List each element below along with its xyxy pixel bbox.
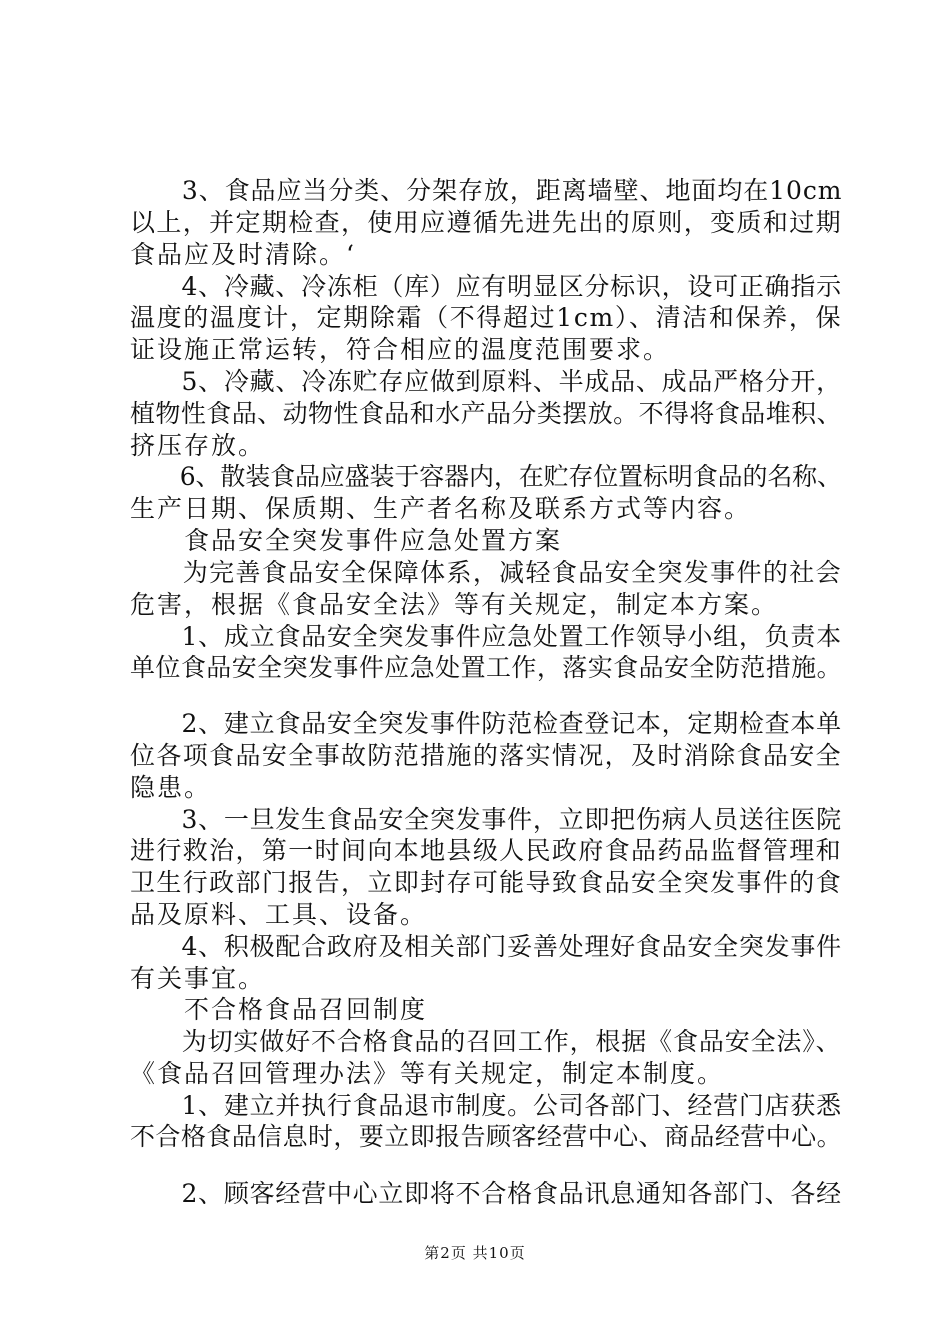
paragraph-line: 卫生行政部门报告，立即封存可能导致食品安全突发事件的食	[130, 868, 843, 897]
paragraph-line: 3、一旦发生食品安全突发事件，立即把伤病人员送往医院	[130, 805, 842, 834]
paragraph-line: 位各项食品安全事故防范措施的落实情况，及时消除食品安全	[130, 741, 843, 770]
paragraph-line: 4、积极配合政府及相关部门妥善处理好食品安全突发事件	[130, 932, 842, 961]
paragraph-line: 单位食品安全突发事件应急处置工作，落实食品安全防范措施。	[130, 653, 843, 682]
paragraph-line: 不合格食品信息时，要立即报告顾客经营中心、商品经营中心。	[130, 1122, 843, 1151]
paragraph-line: 挤压存放。	[130, 431, 266, 460]
paragraph-line: 3、食品应当分类、分架存放，距离墙壁、地面均在10cm	[130, 176, 843, 205]
paragraph-line: 进行救治，第一时间向本地县级人民政府食品药品监督管理和	[130, 836, 843, 865]
paragraph-line: 植物性食品、动物性食品和水产品分类摆放。不得将食品堆积、	[130, 399, 843, 428]
paragraph-line: 4、冷藏、冷冻柜（库）应有明显区分标识，设可正确指示	[130, 272, 842, 301]
paragraph-line: 危害，根据《食品安全法》等有关规定，制定本方案。	[130, 590, 779, 619]
paragraph-line: 1、建立并执行食品退市制度。公司各部门、经营门店获悉	[130, 1091, 842, 1120]
paragraph-line: 有关事宜。	[130, 964, 266, 993]
paragraph-line: 品及原料、工具、设备。	[130, 900, 428, 929]
paragraph-line: 以上，并定期检查，使用应遵循先进先出的原则，变质和过期	[130, 208, 843, 237]
paragraph-line: 5、冷藏、冷冻贮存应做到原料、半成品、成品严格分开，	[130, 367, 842, 396]
paragraph-line: 1、成立食品安全突发事件应急处置工作领导小组，负责本	[130, 622, 842, 651]
section-heading: 不合格食品召回制度	[130, 995, 428, 1024]
paragraph-line: 6、散装食品应盛装于容器内，在贮存位置标明食品的名称、	[130, 462, 842, 491]
paragraph-line: 为完善食品安全保障体系，减轻食品安全突发事件的社会	[130, 558, 843, 587]
paragraph-line: 隐患。	[130, 773, 212, 802]
paragraph-line: 证设施正常运转，符合相应的温度范围要求。	[130, 335, 671, 364]
paragraph-line: 生产日期、保质期、生产者名称及联系方式等内容。	[130, 494, 752, 523]
paragraph-line: 为切实做好不合格食品的召回工作，根据《食品安全法》、	[130, 1027, 842, 1056]
paragraph-line: 2、建立食品安全突发事件防范检查登记本，定期检查本单	[130, 709, 842, 738]
paragraph-line: 《食品召回管理办法》等有关规定，制定本制度。	[130, 1059, 725, 1088]
section-heading: 食品安全突发事件应急处置方案	[130, 526, 563, 555]
page-footer: 第2页 共10页	[424, 1244, 526, 1262]
paragraph-line: 食品应及时清除。‘	[130, 240, 356, 269]
paragraph-line: 2、顾客经营中心立即将不合格食品讯息通知各部门、各经	[130, 1179, 842, 1208]
paragraph-line: 温度的温度计，定期除霜（不得超过1cm）、清洁和保养，保	[130, 303, 843, 332]
